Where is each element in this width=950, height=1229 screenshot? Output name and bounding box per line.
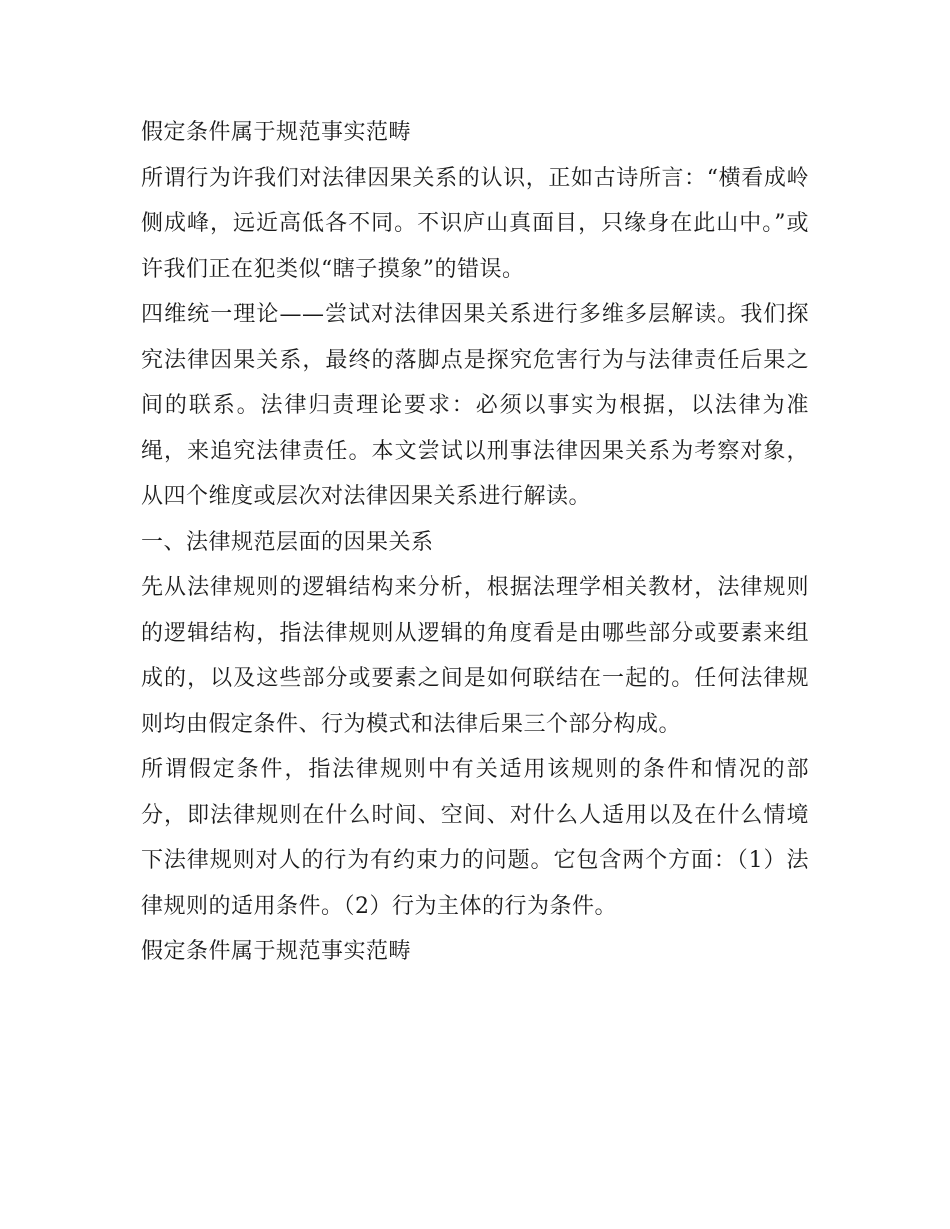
- section-heading: 假定条件属于规范事实范畴: [141, 939, 412, 964]
- section-heading: 假定条件属于规范事实范畴: [141, 120, 412, 145]
- body-paragraph: 所谓假定条件，指法律规则中有关适用该规则的条件和情况的部分，即法律规则在什么时间、空间、对什么人适用以及在什么情境下法律规则对人的行为有约束力的问题。它包含两个方面：（1）法律规则的适用条件。（2）行为主体的行为条件。: [141, 757, 809, 919]
- body-paragraph: 所谓行为许我们对法律因果关系的认识，正如古诗所言：“横看成岭侧成峰，远近高低各不同。不识庐山真面目，只缘身在此山中。”或许我们正在犯类似“瞎子摸象”的错误。: [141, 165, 809, 282]
- body-paragraph: 四维统一理论——尝试对法律因果关系进行多维多层解读。我们探究法律因果关系，最终的落脚点是探究危害行为与法律责任后果之间的联系。法律归责理论要求：必须以事实为根据，以法律为准绳，来追究法律责任。本文尝试以刑事法律因果关系为考察对象，从四个维度或层次对法律因果关系进行解读。: [141, 302, 809, 509]
- document-page: [141, 110, 809, 975]
- body-paragraph: 先从法律规则的逻辑结构来分析，根据法理学相关教材，法律规则的逻辑结构，指法律规则从逻辑的角度看是由哪些部分或要素来组成的，以及这些部分或要素之间是如何联结在一起的。任何法律规则均由假定条件、行为模式和法律后果三个部分构成。: [141, 575, 809, 737]
- section-heading: 一、法律规范层面的因果关系: [141, 529, 434, 555]
